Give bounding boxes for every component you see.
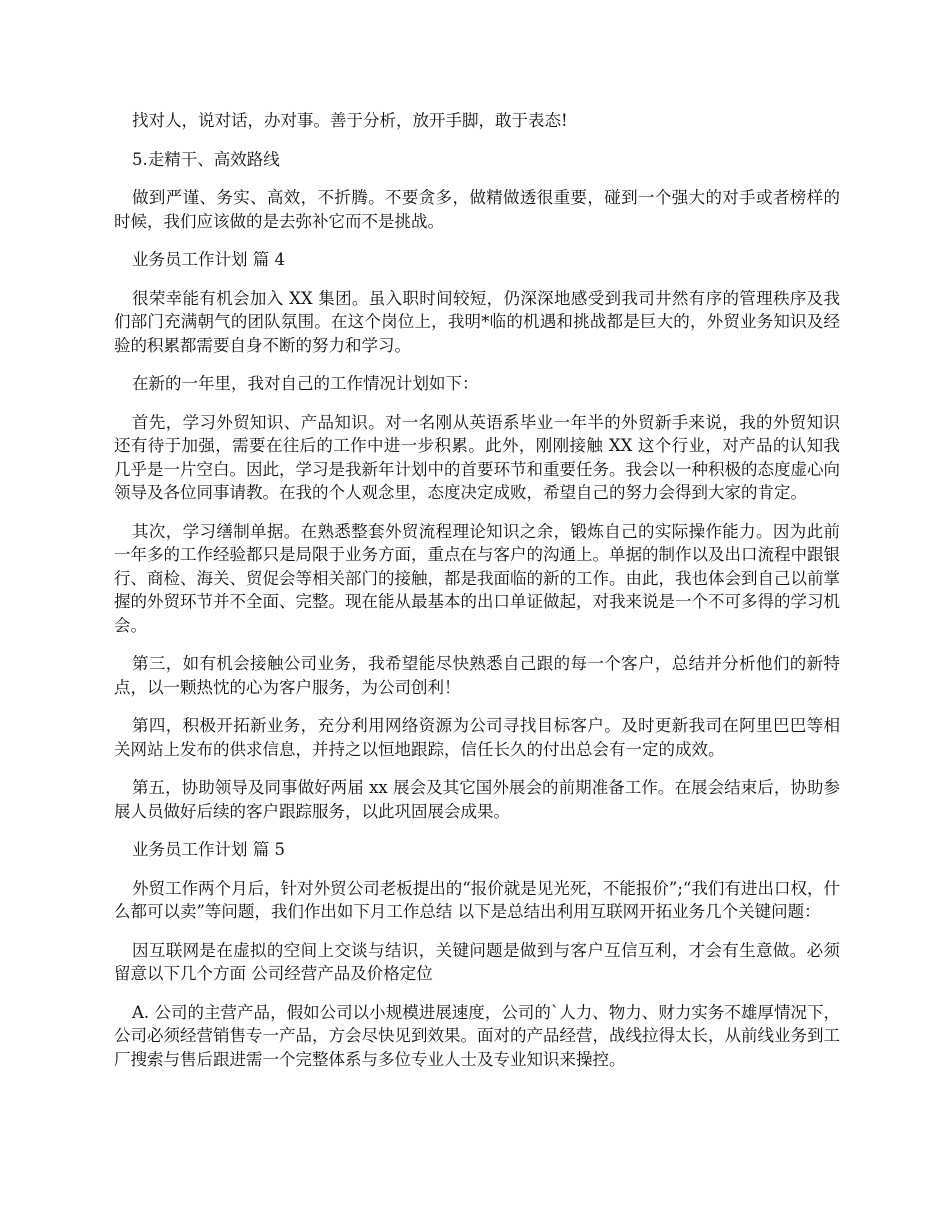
paragraph: 第四，积极开拓新业务，充分利用网络资源为公司寻找目标客户。及时更新我司在阿里巴巴等相关网站上发布的供求信息，并持之以恒地跟踪，信任长久的付出总会有一定的成效。 [114,716,840,759]
paragraph: 做到严谨、务实、高效，不折腾。不要贪多，做精做透很重要，碰到一个强大的对手或者榜样的时候，我们应该做的是去弥补它而不是挑战。 [114,188,840,231]
section-subheading: 5.走精干、高效路线 [132,149,280,169]
paragraph: 第五，协助领导及同事做好两届 xx 展会及其它国外展会的前期准备工作。在展会结束后，协助参展人员做好后续的客户跟踪服务，以此巩固展会成果。 [114,778,840,821]
paragraph: 找对人，说对话，办对事。善于分析，放开手脚，敢于表态! [132,111,568,130]
paragraph: 在新的一年里，我对自己的工作情况计划如下： [132,374,479,393]
paragraph: 其次，学习缮制单据。在熟悉整套外贸流程理论知识之余，锻炼自己的实际操作能力。因为此前一年多的工作经验都只是局限于业务方面，重点在与客户的沟通上。单据的制作以及出口流程中跟银行、商检、海关、贸促会等相关部门的接触，都是我面临的新的工作。由此，我也体会到自己以前掌握的外贸环节并不全面、完整。现在能从最基本的出口单证做起，对我来说是一个不可多得的学习机会。 [114,521,840,635]
section-heading: 业务员工作计划 篇 4 [132,250,285,269]
section-heading: 业务员工作计划 篇 5 [132,840,285,859]
paragraph: 很荣幸能有机会加入 XX 集团。虽入职时间较短，仍深深地感受到我司井然有序的管理秩序及我们部门充满朝气的团队氛围。在这个岗位上，我明*临的机遇和挑战都是巨大的，外贸业务知识及经验的积累都需要自身不断的努力和学习。 [114,288,840,355]
paragraph: 外贸工作两个月后，针对外贸公司老板提出的“报价就是见光死，不能报价”;“我们有进出口权，什么都可以卖”等问题，我们作出如下月工作总结 以下是总结出利用互联网开拓业务几个关键问题： [114,878,840,921]
paragraph: 因互联网是在虚拟的空间上交谈与结识，关键问题是做到与客户互信互利，才会有生意做。必须留意以下几个方面 公司经营产品及价格定位 [114,940,840,983]
paragraph: 首先，学习外贸知识、产品知识。对一名刚从英语系毕业一年半的外贸新手来说，我的外贸知识还有待于加强，需要在往后的工作中进一步积累。此外，刚刚接触 XX 这个行业，对产品的认知我几乎是一片空白。因此，学习是我新年计划中的首要环节和重要任务。我会以一种积极的态度虚心向领导及各位同事请教。在我的个人观念里，态度决定成败，希望自己的努力会得到大家的肯定。 [114,412,840,502]
paragraph: 第三，如有机会接触公司业务，我希望能尽快熟悉自己跟的每一个客户，总结并分析他们的新特点，以一颗热忱的心为客户服务，为公司创利！ [114,654,840,697]
document-body [114,109,840,1086]
paragraph: A. 公司的主营产品，假如公司以小规模进展速度，公司的`人力、物力、财力实务不雄厚情况下，公司必须经营销售专一产品，方会尽快见到效果。面对的产品经营，战线拉得太长，从前线业务到工厂搜索与售后跟进需一个完整体系与多位专业人士及专业知识来操控。 [114,1002,840,1069]
